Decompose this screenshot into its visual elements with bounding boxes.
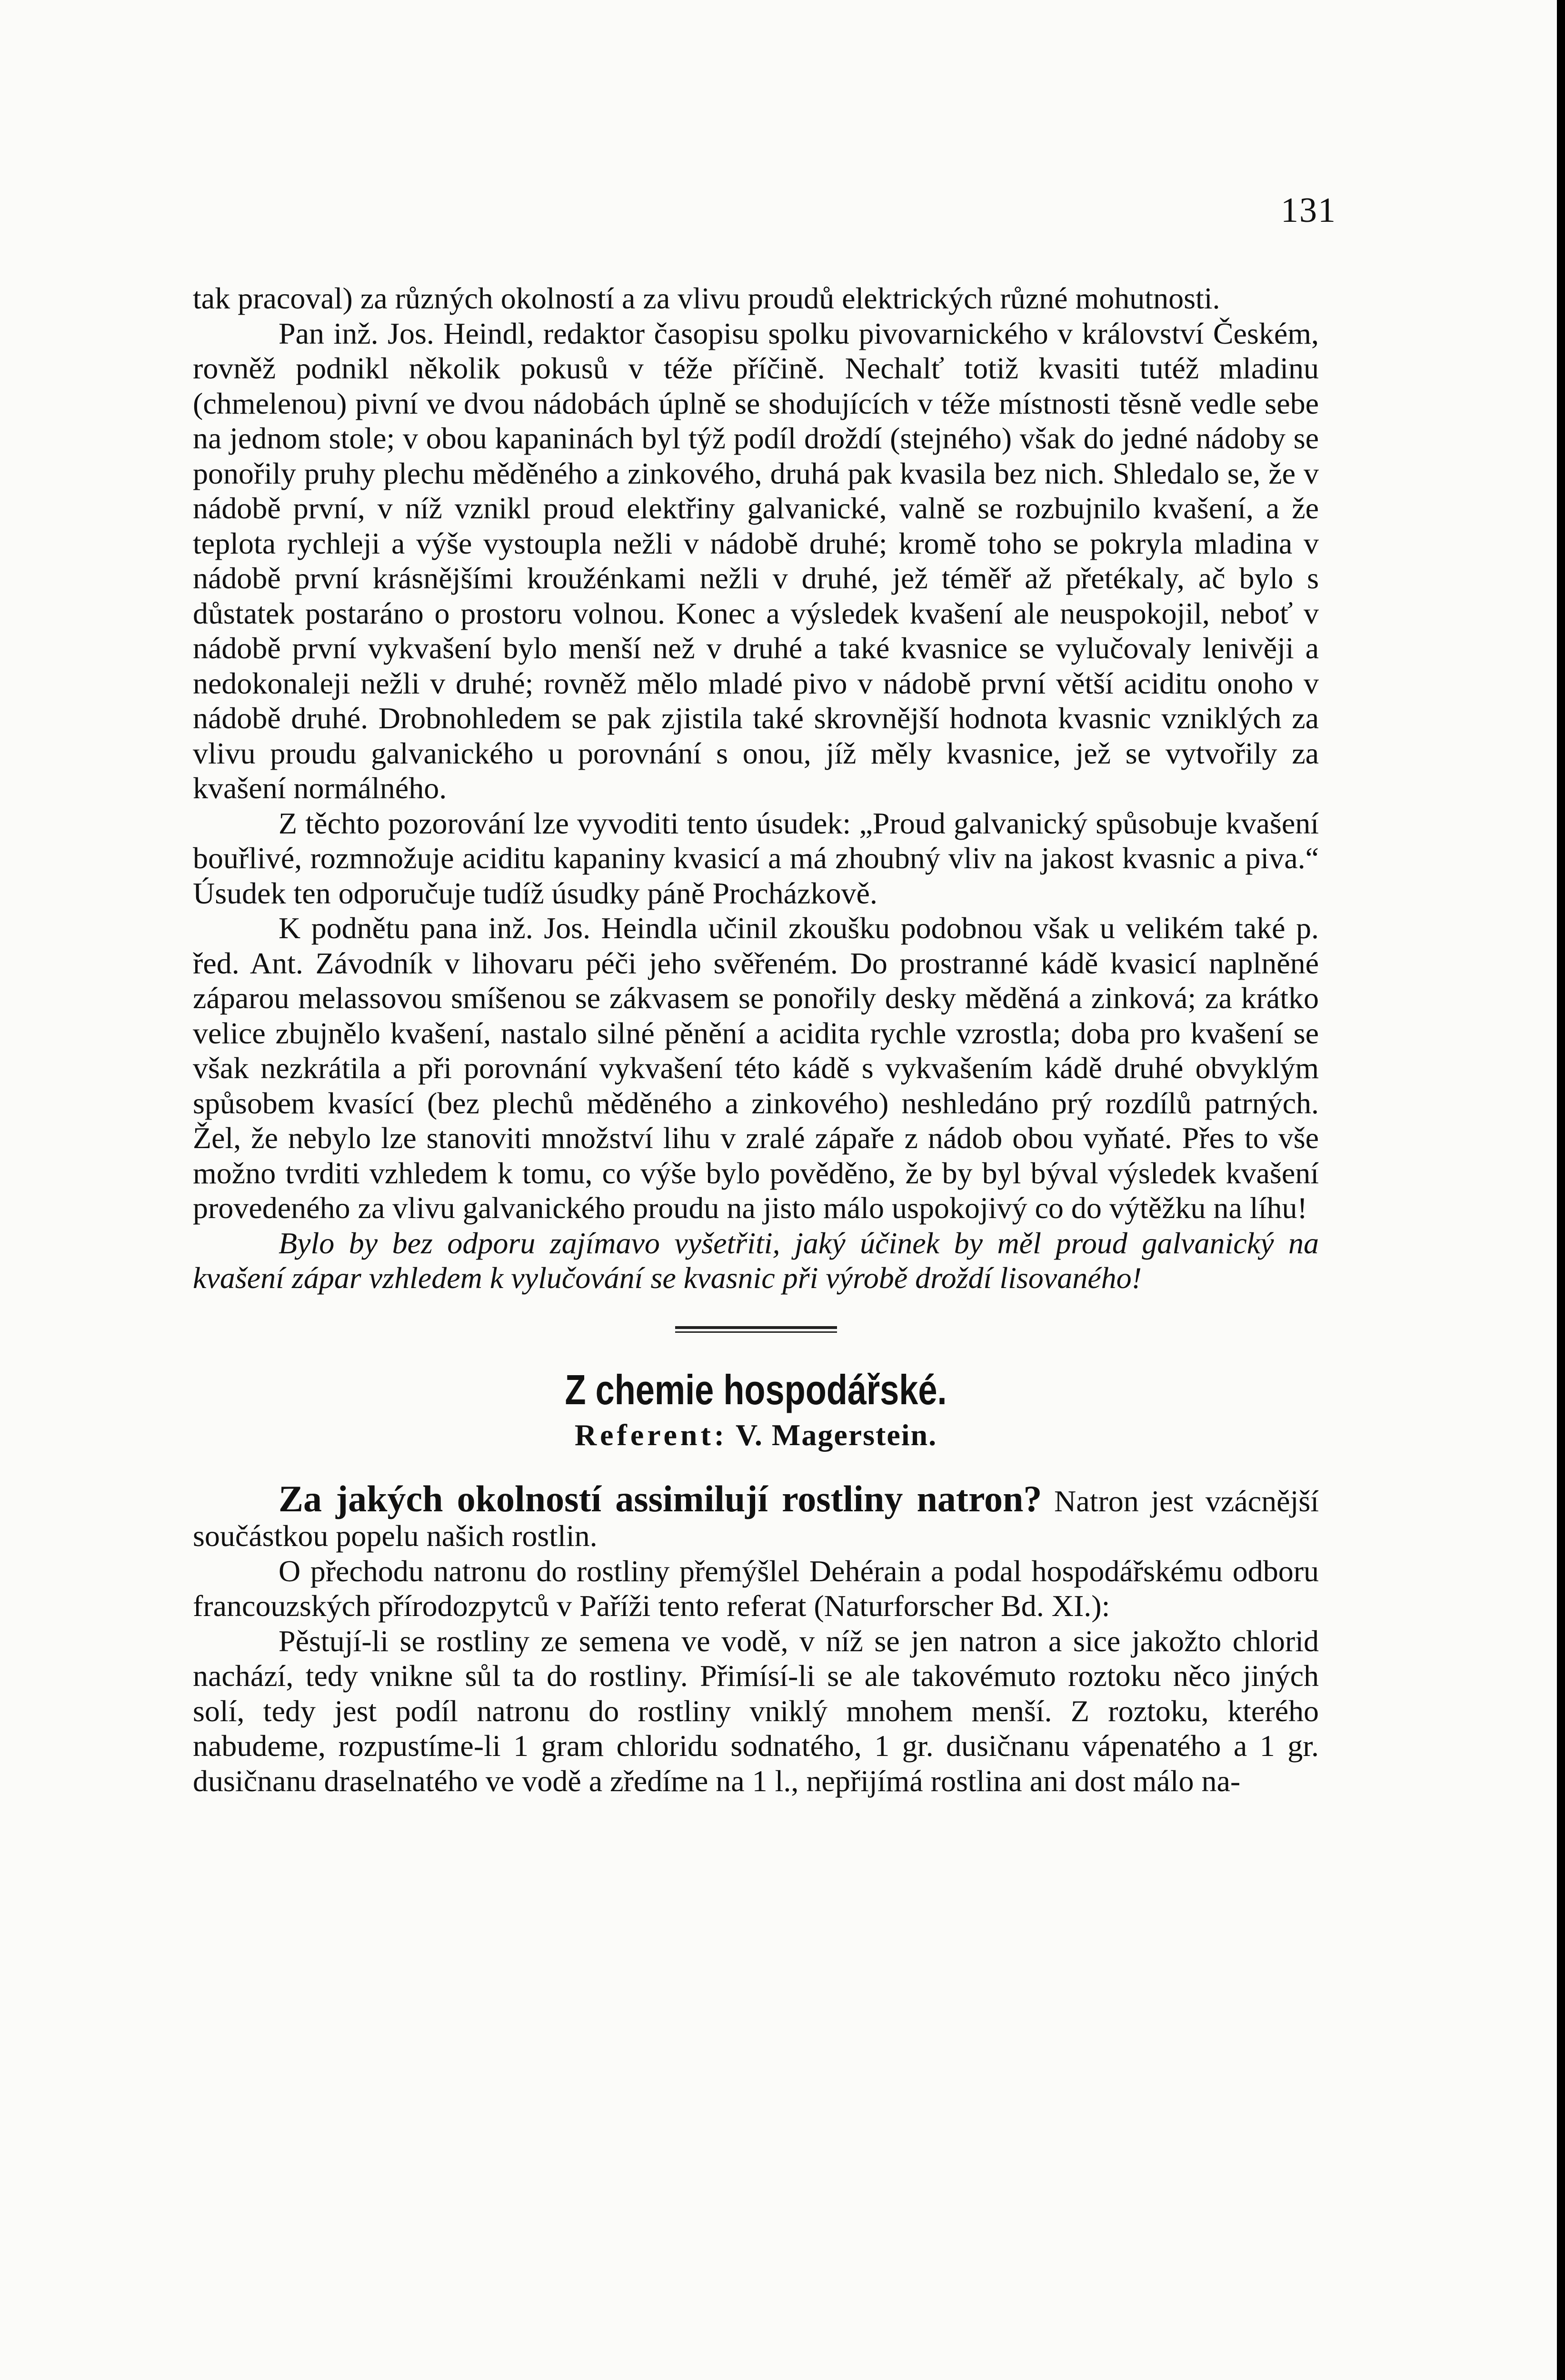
- article-lead-paragraph: [193, 1478, 1319, 1554]
- page-number: 131: [1281, 191, 1336, 230]
- referent-label: Referent:: [574, 1418, 728, 1452]
- referent-line: [193, 1414, 1319, 1457]
- article: [193, 1478, 1319, 1799]
- paragraph: Pan inž. Jos. Heindl, redaktor časopisu spolku pivovarnického v království Českém, rovněž podnikl několik pokusů v téže příčině. Nechalť totiž kvasiti tutéž mladinu (chmelenou) pivní ve dvou nádobách úplně se shodujících v téže místnosti těsně vedle sebe na jednom stole; v obou kapaninách byl týž podíl droždí (stejného) však do jedné nádoby se ponořily pruhy plechu měděného a zinkového, druhá pak kvasila bez nich. Shledalo se, že v nádobě první, v níž vznikl proud elektřiny galvanické, valně se rozbujnilo kvašení, a že teplota rychleji a výše vystoupla nežli v nádobě druhé; kromě toho se pokryla mladina v nádobě první krásnějšími kroužénkami nežli v druhé, jež téměř až přetékaly, ač bylo s důstatek postaráno o prostoru volnou. Konec a výsledek kvašení ale neuspokojil, neboť v nádobě první vykvašení bylo menší než v druhé a také kvasnice se vylučovaly lenivěji a nedokonaleji nežli v druhé; rovněž mělo mladé pivo v nádobě první větší aciditu onoho v nádobě druhé. Drobnohledem se pak zjistila také skrovnější hodnota kvasnic vzniklých za vlivu proudu galvanického u porovnání s onou, jíž měly kvasnice, jež se vytvořily za kvašení normálného.: [193, 316, 1319, 805]
- paragraph: tak pracoval) za různých okolností a za vlivu proudů elektrických různé mohutnosti.: [193, 281, 1220, 315]
- section-divider: [675, 1326, 837, 1333]
- paragraph: Bylo by bez odporu zajímavo vyšetřiti, jaký účinek by měl proud galvanický na kvašení zápar vzhledem k vylučování se kvasnic při výrobě droždí lisovaného!: [193, 1226, 1319, 1295]
- paragraph: K podnětu pana inž. Jos. Heindla učinil zkoušku podobnou však u velikém také p. řed. Ant. Závodník v lihovaru péči jeho svěřeném. Do prostranné kádě kvasicí naplněné záparou melassovou smíšenou se zákvasem se ponořily desky měděná a zinková; za krátko velice zbujnělo kvašení, nastalo silné pěnění a acidita rychle vzrostla; doba pro kvašení se však nezkrátila a při porovnání vykvašení této kádě s vykvašením kádě druhé obvyklým spůsobem kvasící (bez plechů měděného a zinkového) neshledáno prý rozdílů patrných. Žel, že nebylo lze stanoviti množství lihu v zralé zápaře z nádob obou vyňaté. Přes to vše možno tvrditi vzhledem k tomu, co výše bylo pověděno, že by byl býval výsledek kvašení provedeného za vlivu galvanického proudu na jisto málo uspokojivý co do výtěžku na líhu!: [193, 911, 1319, 1225]
- body-text: [193, 281, 1319, 1798]
- referent-name: V. Magerstein.: [735, 1418, 937, 1452]
- paragraph: Pěstují-li se rostliny ze semena ve vodě, v níž se jen natron a sice jakožto chlorid nachází, tedy vnikne sůl ta do rostliny. Přimísí-li se ale takovémuto roztoku něco jiných solí, tedy jest podíl natronu do rostliny vniklý mnohem menší. Z roztoku, kterého nabudeme, rozpustíme-li 1 gram chloridu sodnatého, 1 gr. dusičnanu vápenatého a 1 gr. dusičnanu draselnatého ve vodě a zředíme na 1 l., nepřijímá rostlina ani dost málo na-: [193, 1624, 1319, 1798]
- paragraph: Z těchto pozorování lze vyvoditi tento úsudek: „Proud galvanický spůsobuje kvašení bouřlivé, rozmnožuje aciditu kapaniny kvasicí a má zhoubný vliv na jakost kvasnic a piva.“ Úsudek ten odporučuje tudíž úsudky páně Procházkově.: [193, 806, 1319, 910]
- section-title: Z chemie hospodářské.: [565, 1366, 947, 1413]
- article-heading: Za jakých okolností assimilují rostliny natron?: [279, 1478, 1042, 1519]
- paragraph: O přechodu natronu do rostliny přemýšlel Dehérain a podal hospodářskému odboru francouzských přírodozpytců v Paříži tento referat (Naturforscher Bd. XI.):: [193, 1554, 1319, 1623]
- article-lead-text: Natron jest vzácnější součástkou popelu našich rostlin.: [193, 1484, 1319, 1553]
